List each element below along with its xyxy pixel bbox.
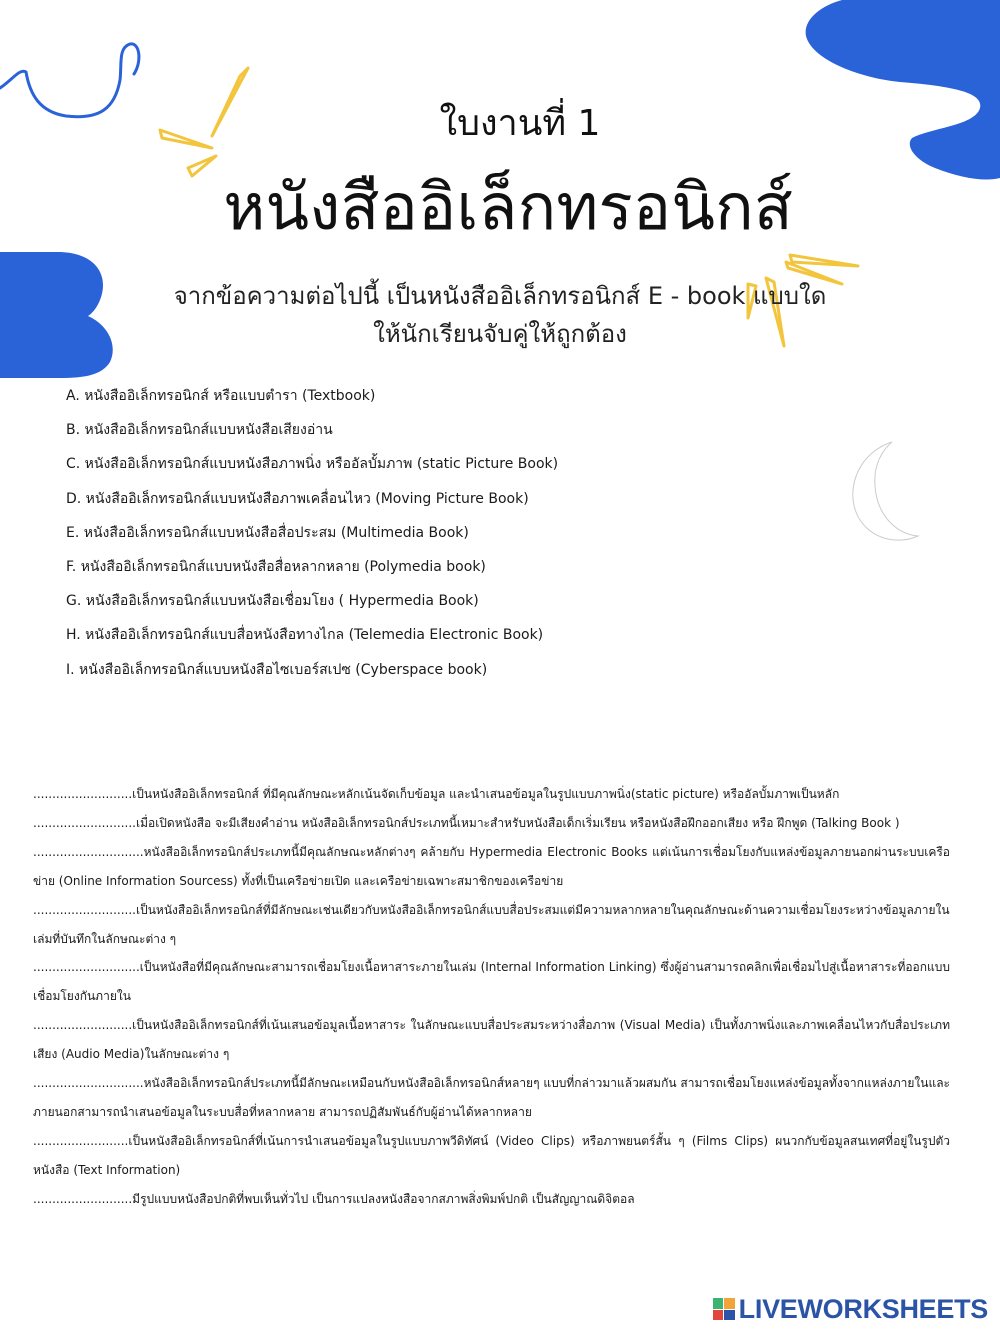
brand-name: LIVEWORKSHEETS <box>738 1293 988 1324</box>
blue-s-shape <box>806 0 1000 180</box>
instruction-line-2: ให้นักเรียนจับคู่ให้ถูกต้อง <box>373 320 627 348</box>
statement-9[interactable]: ..........................มีรูปแบบหนังสือปกติที่พบเห็นทั่วไป เป็นการแปลงหนังสือจากสภาพสิ่งพิมพ์ปกติ เป็นสัญญาณดิจิตอล <box>33 1191 635 1206</box>
statement-3[interactable]: .............................หนังสืออิเล็กทรอนิกส์ประเภทนี้มีคุณลักษณะหลักต่างๆ คล้ายกับ Hypermedia Electronic Books แต่เน้นการเชื่อมโยงกับแหล่งข้อมูลภายนอกผ่านระบบเครือข่าย (Online Information Sourcess) ทั้งที่เป็นเครือข่ายเปิด และเครือข่ายเฉพาะสมาชิกของเครือข่าย <box>33 844 950 888</box>
option-c: C. หนังสืออิเล็กทรอนิกส์แบบหนังสือภาพนิ่ง หรืออัลบั้มภาพ (static Picture Book) <box>66 456 559 473</box>
statement-4[interactable]: ...........................เป็นหนังสืออิเล็กทรอนิกส์ที่มีลักษณะเช่นเดียวกับหนังสืออิเล็กทรอนิกส์แบบสื่อประสมแต่มีความหลากหลายในคุณลักษณะด้านความเชื่อมโยงระหว่างข้อมูลภายในเล่มที่บันทึกในลักษณะต่าง ๆ <box>33 902 950 946</box>
blue-b-shape <box>0 252 113 378</box>
option-i: I. หนังสืออิเล็กทรอนิกส์แบบหนังสือไซเบอร์สเปซ (Cyberspace book) <box>66 661 488 678</box>
worksheet-label: ใบงานที่ 1 <box>439 103 601 144</box>
statement-7[interactable]: .............................หนังสืออิเล็กทรอนิกส์ประเภทนี้มีลักษณะเหมือนกับหนังสืออิเล็กทรอนิกส์หลายๆ แบบที่กล่าวมาแล้วผสมกัน สามารถเชื่อมโยงแหล่งข้อมูลทั้งจากแหล่งภายในและภายนอกสามารถนำเสนอข้อมูลในระบบสื่อที่หลากหลาย สามารถปฏิสัมพันธ์กับผู้อ่านได้หลากหลาย <box>33 1076 950 1119</box>
statement-6[interactable]: ..........................เป็นหนังสืออิเล็กทรอนิกส์ที่เน้นเสนอข้อมูลเนื้อหาสาระ ในลักษณะแบบสื่อประสมระหว่างสื่อภาพ (Visual Media) เป็นทั้งภาพนิ่งและภาพเคลื่อนไหวกับสื่อประเภทเสียง (Audio Media)ในลักษณะต่าง ๆ <box>33 1018 950 1062</box>
options-list <box>66 385 826 693</box>
statements-list <box>33 780 950 1214</box>
option-d: D. หนังสืออิเล็กทรอนิกส์แบบหนังสือภาพเคลื่อนไหว (Moving Picture Book) <box>66 490 529 507</box>
crescent-moon-shape <box>853 442 918 540</box>
option-f: F. หนังสืออิเล็กทรอนิกส์แบบหนังสือสื่อหลากหลาย (Polymedia book) <box>66 558 486 575</box>
statement-8[interactable]: .........................เป็นหนังสืออิเล็กทรอนิกส์ที่เน้นการนำเสนอข้อมูลในรูปแบบภาพวีดิทัศน์ (Video Clips) หรือภาพยนตร์สั้น ๆ (Films Clips) ผนวกกับข้อมูลสนเทศที่อยู่ในรูปตัวหนังสือ (Text Information) <box>33 1133 950 1177</box>
page-title: หนังสืออิเล็กทรอนิกส์ <box>223 171 793 245</box>
liveworksheets-logo-icon <box>713 1298 735 1320</box>
statement-2[interactable]: ...........................เมื่อเปิดหนังสือ จะมีเสียงคำอ่าน หนังสืออิเล็กทรอนิกส์ประเภทนี้เหมาะสำหรับหนังสือเด็กเริ่มเรียน หรือหนังสือฝึกออกเสียง หรือ ฝึกพูด (Talking Book ) <box>33 815 900 830</box>
option-h: H. หนังสืออิเล็กทรอนิกส์แบบสื่อหนังสือทางไกล (Telemedia Electronic Book) <box>66 627 544 644</box>
instruction-line-1: จากข้อความต่อไปนี้ เป็นหนังสืออิเล็กทรอนิกส์ E - book แบบใด <box>173 282 827 310</box>
option-e: E. หนังสืออิเล็กทรอนิกส์แบบหนังสือสื่อประสม (Multimedia Book) <box>66 524 469 541</box>
option-b: B. หนังสืออิเล็กทรอนิกส์แบบหนังสือเสียงอ่าน <box>66 422 333 439</box>
option-g: G. หนังสืออิเล็กทรอนิกส์แบบหนังสือเชื่อมโยง ( Hypermedia Book) <box>66 593 479 610</box>
liveworksheets-branding[interactable] <box>713 1293 988 1325</box>
statement-1[interactable]: ..........................เป็นหนังสืออิเล็กทรอนิกส์ ที่มีคุณลักษณะหลักเน้นจัดเก็บข้อมูล และนำเสนอข้อมูลในรูปแบบภาพนิ่ง(static picture) หรืออัลบั้มภาพเป็นหลัก <box>33 787 840 801</box>
statement-5[interactable]: ............................เป็นหนังสือที่มีคุณลักษณะสามารถเชื่อมโยงเนื้อหาสาระภายในเล่ม (Internal Information Linking) ซึ่งผู้อ่านสามารถคลิกเพื่อเชื่อมไปสู่เนื้อหาสาระที่ออกแบบเชื่อมโยงกันภายใน <box>33 960 950 1004</box>
option-a: A. หนังสืออิเล็กทรอนิกส์ หรือแบบตำรา (Textbook) <box>66 388 376 404</box>
